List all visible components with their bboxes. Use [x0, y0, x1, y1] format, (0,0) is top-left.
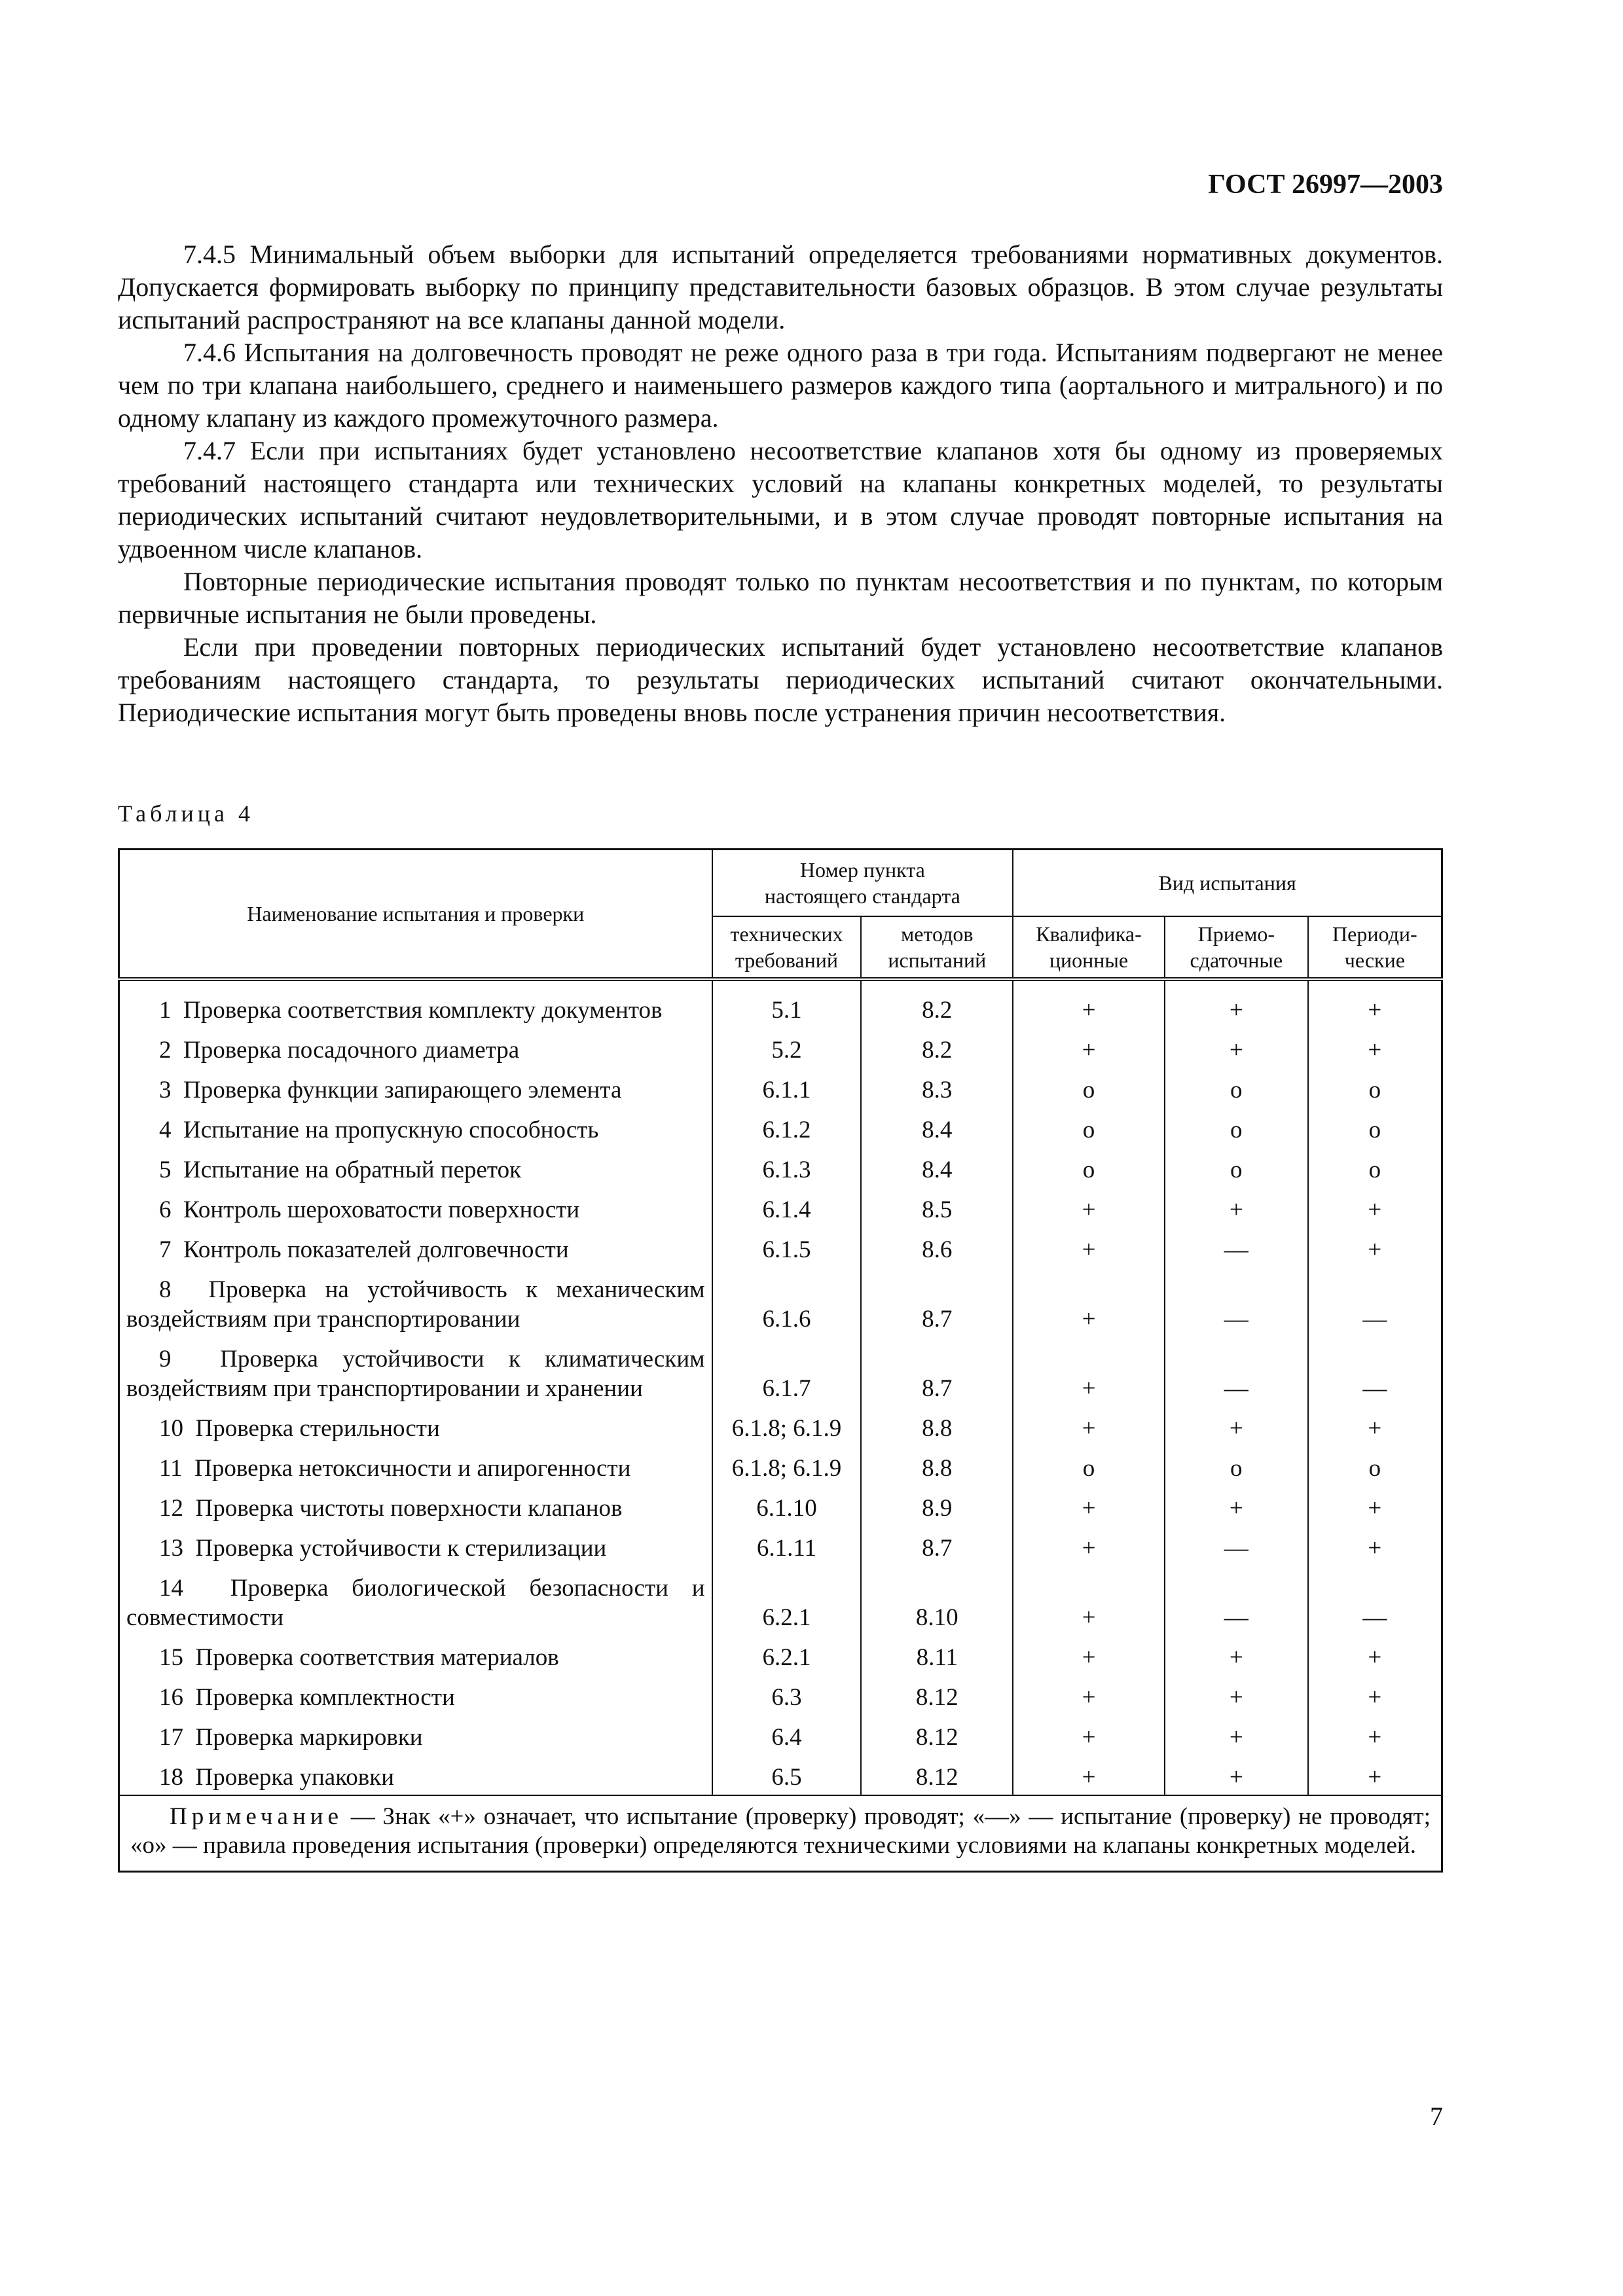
qualification-mark: +: [1013, 1715, 1165, 1755]
periodic-mark: +: [1308, 1755, 1442, 1795]
periodic-mark: о: [1308, 1446, 1442, 1486]
tech-clause: 6.1.2: [712, 1107, 862, 1147]
tech-clause: 6.1.5: [712, 1227, 862, 1267]
tech-clause: 6.2.1: [712, 1566, 862, 1635]
row-number: 9: [159, 1346, 172, 1372]
periodic-mark: +: [1308, 979, 1442, 1028]
tech-clause: 5.1: [712, 979, 862, 1028]
test-name: Проверка устойчивости к климатическим воздействиям при транспортировании и хранении: [126, 1346, 705, 1402]
test-name-cell: [119, 1028, 712, 1067]
acceptance-mark: —: [1165, 1267, 1308, 1336]
acceptance-mark: +: [1165, 979, 1308, 1028]
test-name-cell: [119, 1067, 712, 1107]
test-name-cell: [119, 1227, 712, 1267]
row-number: 14: [159, 1575, 183, 1602]
periodic-mark: +: [1308, 1406, 1442, 1446]
row-number: 7: [159, 1236, 172, 1263]
header-period: Периоди-ческие: [1308, 916, 1442, 979]
method-clause: 8.8: [861, 1446, 1013, 1486]
method-clause: 8.12: [861, 1715, 1013, 1755]
test-name: Проверка нетоксичности и апирогенности: [194, 1455, 631, 1482]
method-clause: 8.9: [861, 1486, 1013, 1526]
page-number: 7: [1430, 2102, 1443, 2131]
method-clause: 8.4: [861, 1147, 1013, 1187]
test-name: Проверка соответствия материалов: [195, 1644, 559, 1671]
paragraph: Повторные периодические испытания проводят только по пунктам несоответствия и по пунктам, по которым первичные испытания не были проведены.: [118, 567, 1443, 629]
table-row: [119, 1486, 1442, 1526]
header-type-group: Вид испытания: [1013, 850, 1442, 917]
tech-clause: 5.2: [712, 1028, 862, 1067]
qualification-mark: +: [1013, 1336, 1165, 1406]
table-row: [119, 1336, 1442, 1406]
row-number: 1: [159, 997, 172, 1024]
test-name-cell: [119, 1635, 712, 1675]
periodic-mark: —: [1308, 1267, 1442, 1336]
tech-clause: 6.1.7: [712, 1336, 862, 1406]
test-name: Контроль шероховатости поверхности: [183, 1196, 580, 1223]
table-note: [119, 1795, 1442, 1872]
qualification-mark: +: [1013, 1406, 1165, 1446]
tech-clause: 6.1.4: [712, 1187, 862, 1227]
acceptance-mark: +: [1165, 1635, 1308, 1675]
acceptance-mark: —: [1165, 1336, 1308, 1406]
periodic-mark: +: [1308, 1526, 1442, 1566]
method-clause: 8.12: [861, 1755, 1013, 1795]
table-row: [119, 1635, 1442, 1675]
acceptance-mark: о: [1165, 1107, 1308, 1147]
paragraph: 7.4.7 Если при испытаниях будет установлено несоответствие клапанов хотя бы одному из проверяемых требований настоящего стандарта или технических условий на клапаны конкретных моделей, то результаты периодических испытаний считают неудовлетворительными, и в этом случае проводят повторные испытания на удвоенном числе клапанов.: [118, 436, 1443, 564]
test-name-cell: [119, 1187, 712, 1227]
row-number: 17: [159, 1724, 183, 1751]
qualification-mark: +: [1013, 1486, 1165, 1526]
row-number: 6: [159, 1196, 172, 1223]
tech-clause: 6.5: [712, 1755, 862, 1795]
acceptance-mark: +: [1165, 1715, 1308, 1755]
table-row: [119, 1566, 1442, 1635]
periodic-mark: +: [1308, 1486, 1442, 1526]
test-name-cell: [119, 1486, 712, 1526]
method-clause: 8.7: [861, 1526, 1013, 1566]
qualification-mark: о: [1013, 1067, 1165, 1107]
method-clause: 8.5: [861, 1187, 1013, 1227]
document-number: ГОСТ 26997—2003: [1208, 170, 1443, 200]
acceptance-mark: +: [1165, 1486, 1308, 1526]
paragraph: 7.4.6 Испытания на долговечность проводят не реже одного раза в три года. Испытаниям подвергают не менее чем по три клапана наибольшего, среднего и наименьшего размеров каждого типа (аортального и митрального) и по одному клапану из каждого промежуточного размера.: [118, 338, 1443, 433]
periodic-mark: +: [1308, 1187, 1442, 1227]
method-clause: 8.3: [861, 1067, 1013, 1107]
test-name-cell: [119, 1675, 712, 1715]
method-clause: 8.6: [861, 1227, 1013, 1267]
test-name: Проверка биологической безопасности и совместимости: [126, 1575, 705, 1631]
periodic-mark: —: [1308, 1566, 1442, 1635]
test-name: Испытание на пропускную способность: [183, 1117, 599, 1143]
tech-clause: 6.1.8; 6.1.9: [712, 1406, 862, 1446]
table-row: [119, 979, 1442, 1028]
table-row: [119, 1107, 1442, 1147]
test-name-cell: [119, 1446, 712, 1486]
periodic-mark: +: [1308, 1227, 1442, 1267]
tech-clause: 6.4: [712, 1715, 862, 1755]
table-row: [119, 1715, 1442, 1755]
tech-clause: 6.1.1: [712, 1067, 862, 1107]
note-text: — Знак «+» означает, что испытание (проверку) проводят; «—» — испытание (проверку) не проводят; «о» — правила проведения испытания (проверки) определяются техническими условиями на клапаны конкретных моделей.: [130, 1803, 1431, 1859]
test-name-cell: [119, 1715, 712, 1755]
row-number: 13: [159, 1535, 183, 1562]
table-row: [119, 1526, 1442, 1566]
tech-clause: 6.1.6: [712, 1267, 862, 1336]
acceptance-mark: —: [1165, 1227, 1308, 1267]
method-clause: 8.2: [861, 979, 1013, 1028]
tech-clause: 6.1.10: [712, 1486, 862, 1526]
test-name: Проверка комплектности: [195, 1684, 455, 1711]
periodic-mark: +: [1308, 1635, 1442, 1675]
method-clause: 8.4: [861, 1107, 1013, 1147]
acceptance-mark: —: [1165, 1526, 1308, 1566]
qualification-mark: о: [1013, 1446, 1165, 1486]
table-row: [119, 1446, 1442, 1486]
test-name: Проверка соответствия комплекту документов: [183, 997, 663, 1024]
method-clause: 8.10: [861, 1566, 1013, 1635]
test-name-cell: [119, 1526, 712, 1566]
header-tech: технических требований: [712, 916, 862, 979]
table-caption: Таблица 4: [118, 800, 254, 827]
tech-clause: 6.1.3: [712, 1147, 862, 1187]
qualification-mark: +: [1013, 979, 1165, 1028]
paragraph: Если при проведении повторных периодических испытаний будет установлено несоответствие клапанов требованиям настоящего стандарта, то результаты периодических испытаний считают окончательными. Периодические испытания могут быть проведены вновь после устранения причин несоответствия.: [118, 632, 1443, 727]
tests-table: [118, 848, 1443, 1873]
test-name: Проверка функции запирающего элемента: [183, 1077, 622, 1103]
test-name: Проверка упаковки: [195, 1764, 395, 1791]
row-number: 5: [159, 1157, 172, 1183]
test-name-cell: [119, 1147, 712, 1187]
test-name-cell: [119, 1755, 712, 1795]
test-name: Проверка на устойчивость к механическим воздействиям при транспортировании: [126, 1276, 705, 1333]
periodic-mark: о: [1308, 1107, 1442, 1147]
tech-clause: 6.1.8; 6.1.9: [712, 1446, 862, 1486]
qualification-mark: о: [1013, 1107, 1165, 1147]
acceptance-mark: о: [1165, 1147, 1308, 1187]
header-method: методов испытаний: [861, 916, 1013, 979]
acceptance-mark: +: [1165, 1028, 1308, 1067]
test-name: Проверка маркировки: [195, 1724, 423, 1751]
method-clause: 8.7: [861, 1336, 1013, 1406]
method-clause: 8.7: [861, 1267, 1013, 1336]
test-name: Проверка посадочного диаметра: [183, 1037, 520, 1064]
acceptance-mark: +: [1165, 1406, 1308, 1446]
header-clause-group: Номер пункта настоящего стандарта: [712, 850, 1013, 917]
method-clause: 8.8: [861, 1406, 1013, 1446]
tech-clause: 6.3: [712, 1675, 862, 1715]
periodic-mark: —: [1308, 1336, 1442, 1406]
header-name: Наименование испытания и проверки: [119, 850, 712, 980]
test-name-cell: [119, 1336, 712, 1406]
method-clause: 8.2: [861, 1028, 1013, 1067]
periodic-mark: о: [1308, 1067, 1442, 1107]
row-number: 16: [159, 1684, 183, 1711]
test-name-cell: [119, 1406, 712, 1446]
row-number: 18: [159, 1764, 183, 1791]
acceptance-mark: +: [1165, 1755, 1308, 1795]
table-row: [119, 1755, 1442, 1795]
row-number: 2: [159, 1037, 172, 1064]
periodic-mark: +: [1308, 1028, 1442, 1067]
method-clause: 8.12: [861, 1675, 1013, 1715]
test-name-cell: [119, 1267, 712, 1336]
acceptance-mark: о: [1165, 1446, 1308, 1486]
table-row: [119, 1227, 1442, 1267]
periodic-mark: +: [1308, 1715, 1442, 1755]
test-name: Проверка чистоты поверхности клапанов: [195, 1495, 623, 1522]
paragraph: 7.4.5 Минимальный объем выборки для испытаний определяется требованиями нормативных документов. Допускается формировать выборку по принципу представительности базовых образцов. В этом случае результаты испытаний распространяют на все клапаны данной модели.: [118, 240, 1443, 334]
row-number: 15: [159, 1644, 183, 1671]
header-qual: Квалифика-ционные: [1013, 916, 1165, 979]
acceptance-mark: о: [1165, 1067, 1308, 1107]
qualification-mark: +: [1013, 1675, 1165, 1715]
note-label: Примечание: [170, 1803, 343, 1830]
table-row: [119, 1267, 1442, 1336]
test-name: Проверка устойчивости к стерилизации: [195, 1535, 607, 1562]
table-row: [119, 1028, 1442, 1067]
tech-clause: 6.2.1: [712, 1635, 862, 1675]
qualification-mark: +: [1013, 1755, 1165, 1795]
method-clause: 8.11: [861, 1635, 1013, 1675]
qualification-mark: о: [1013, 1147, 1165, 1187]
acceptance-mark: —: [1165, 1566, 1308, 1635]
periodic-mark: +: [1308, 1675, 1442, 1715]
row-number: 12: [159, 1495, 183, 1522]
qualification-mark: +: [1013, 1526, 1165, 1566]
test-name: Контроль показателей долговечности: [183, 1236, 569, 1263]
acceptance-mark: +: [1165, 1675, 1308, 1715]
row-number: 4: [159, 1117, 172, 1143]
body-text: [118, 238, 1443, 729]
test-name-cell: [119, 1566, 712, 1635]
row-number: 10: [159, 1415, 183, 1442]
test-name: Испытание на обратный переток: [183, 1157, 522, 1183]
table-row: [119, 1187, 1442, 1227]
test-name-cell: [119, 979, 712, 1028]
table-row: [119, 1675, 1442, 1715]
test-name-cell: [119, 1107, 712, 1147]
qualification-mark: +: [1013, 1028, 1165, 1067]
acceptance-mark: +: [1165, 1187, 1308, 1227]
header-accept: Приемо-сдаточные: [1165, 916, 1308, 979]
row-number: 11: [159, 1455, 183, 1482]
table-row: [119, 1147, 1442, 1187]
row-number: 3: [159, 1077, 172, 1103]
test-name: Проверка стерильности: [195, 1415, 440, 1442]
qualification-mark: +: [1013, 1566, 1165, 1635]
qualification-mark: +: [1013, 1227, 1165, 1267]
qualification-mark: +: [1013, 1187, 1165, 1227]
table-row: [119, 1067, 1442, 1107]
tech-clause: 6.1.11: [712, 1526, 862, 1566]
periodic-mark: о: [1308, 1147, 1442, 1187]
qualification-mark: +: [1013, 1267, 1165, 1336]
table-row: [119, 1406, 1442, 1446]
row-number: 8: [159, 1276, 172, 1303]
qualification-mark: +: [1013, 1635, 1165, 1675]
